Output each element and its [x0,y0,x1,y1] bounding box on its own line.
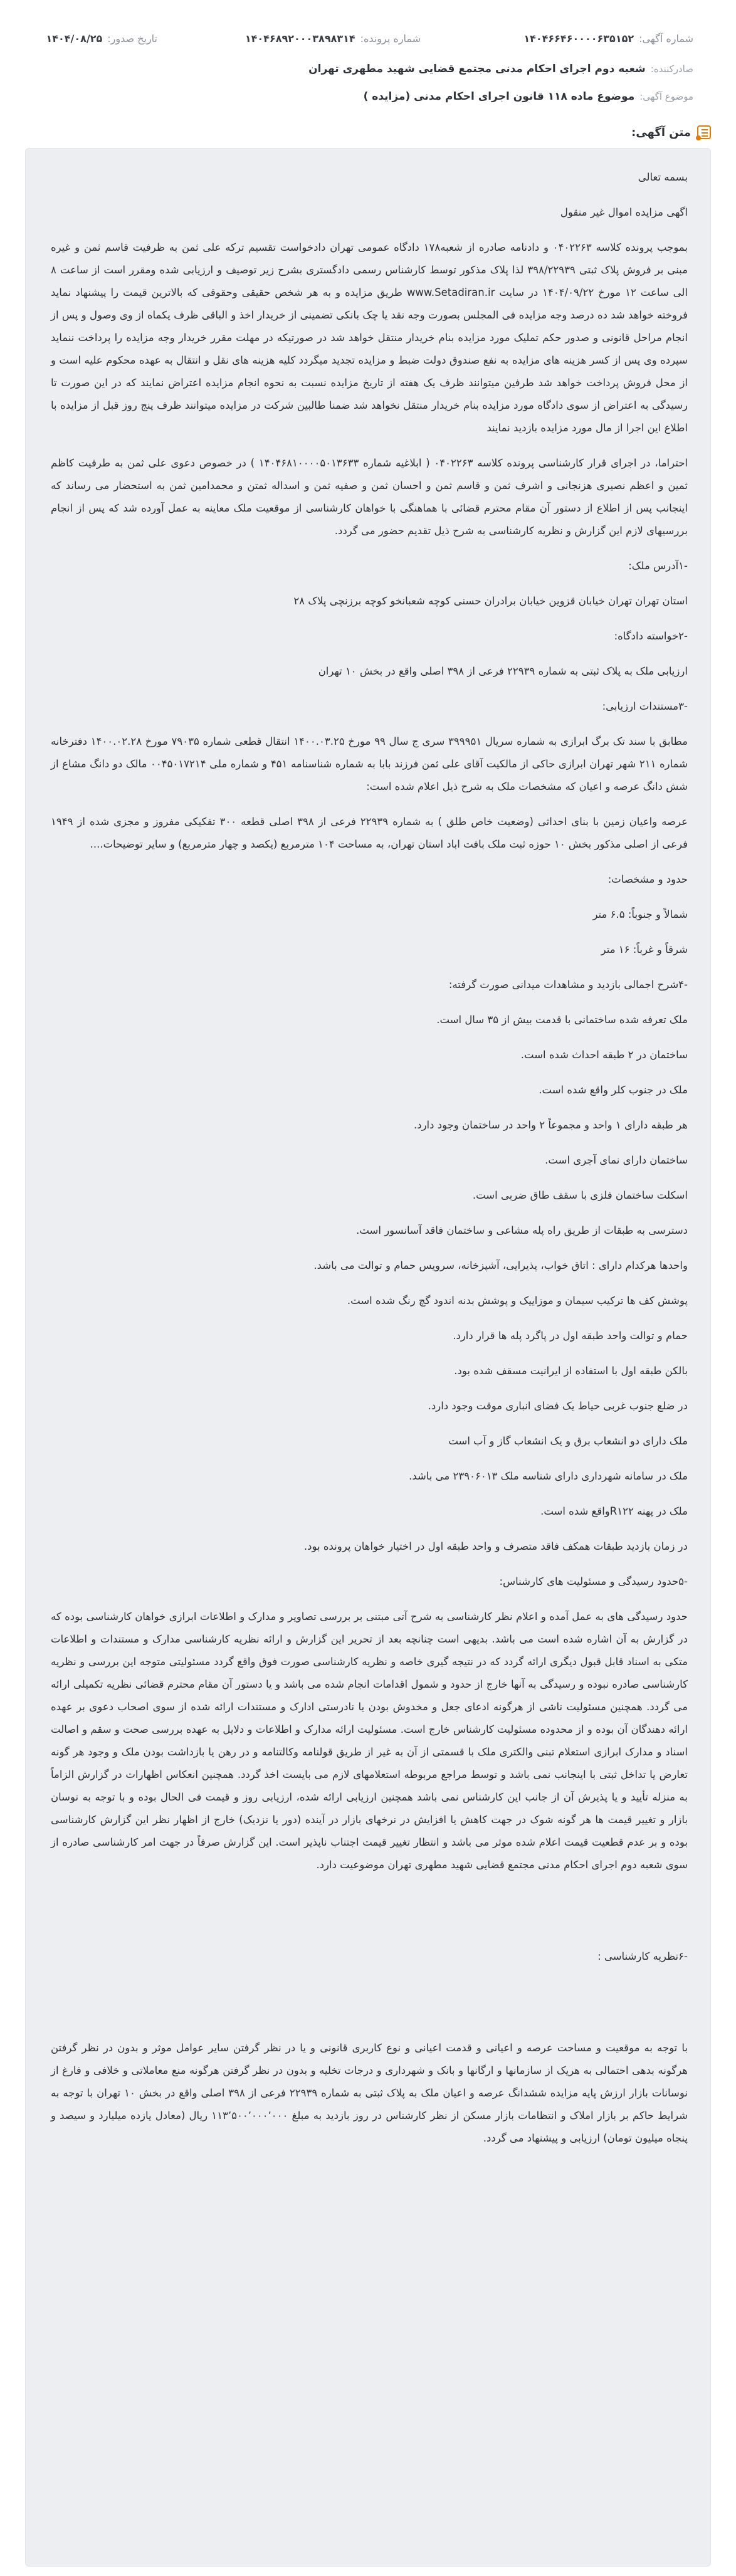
inspection-item: حمام و توالت واحد طبقه اول در پاگرد پله ها قرار دارد. [453,1330,688,1342]
basmala: بسمه تعالی [638,171,688,183]
notice-text-title: متن آگهی: [631,125,691,139]
inspection-item: واحدها هرکدام دارای : اتاق خواب، پذیرایی، آشپزخانه، سرویس حمام و توالت می باشد. [313,1259,688,1271]
court-request: ارزیابی ملک به پلاک ثبتی به شماره ۲۲۹۳۹ فرعی از ۳۹۸ اصلی واقع در بخش ۱۰ تهران [318,665,688,677]
issue-date-value: ۱۴۰۴/۰۸/۲۵ [46,32,103,45]
section-inspection-heading: -۴شرح اجمالی بازدید و مشاهدات میدانی صورت گرفته: [448,979,688,991]
inspection-item: ملک تعرفه شده ساختمانی با قدمت بیش از ۳۵ سال است. [436,1014,688,1026]
subject-value: موضوع ماده ۱۱۸ قانون اجرای احکام مدنی (مزایده ) [363,90,635,103]
section-address-heading: -۱آدرس ملک: [628,560,688,572]
section-scope-heading: -۵حدود رسیدگی و مسئولیت های کارشناس: [499,1575,688,1587]
notice-text-heading [631,123,711,142]
expert-intro-paragraph: احتراما، در اجرای قرار کارشناسی پرونده کلاسه ۰۴۰۲۲۶۳ ( ابلاغیه شماره ۱۴۰۴۶۸۱۰۰۰۰۵۰۱۳۶۳۳ ) در خصوص دعوی علی ثمن به طرفیت کاظم ثمین و اعظم نصیری هزنجانی و اشرف ثمن و قاسم ثمن و احسان ثمن و صفیه ثمن و اسداله ثمتن و محمدامین ثمن به استحضار می رساند که اینجانب پس از اطلاع از دستور آن مقام محترم قضائی با هماهنگی با خواهان کارشناسی از موقعیت ملک معاینه به عمل آورده شد که پس از انجام بررسیهای لازم این گزارش و نظریه کارشناسی به شرح ذیل تقدیم حضور می گردد. [51,457,688,537]
inspection-item: ملک دارای دو انشعاب برق و یک انشعاب گاز و آب است [448,1435,688,1447]
scope-paragraph: حدود رسیدگی های به عمل آمده و اعلام نظر کارشناسی به شرح آتی مبتنی بر بررسی تصاویر و مدارک و اطلاعات ابرازی خواهان کارشناسی بوده که در گزارش به آن اشاره شده است می باشد. بدیهی است چنانچه بعد از تحریر این گزارش و ارائه نظریه کارشناسی مدارک و مستندات و اطلاعات متکی به اسناد قابل قبول دیگری ارائه گردد که در نتیجه گیری خاصه و نظریه کارشناسی صورت فوق واقع گردد مسئولیتی متوجه این بررسی و نظریه کارشناسی صادره نبوده و رسیدگی به آنها خارج از حدود و شمول اقدامات انجام شده می باشد و یا دستور آن مقام محترم قضائی نظریه تکمیلی ارائه می گردد. همچنین مسئولیت ناشی از هرگونه ادعای جعل و مخدوش بودن یا نادرستی ادارک و مستندات ارائه شده از سوی اصحاب دعوی بر عهده ارائه دهندگان آن بوده و از محدوده مسئولیت کارشناس خارج است. مسئولیت ارائه مدارک و اطلاعات و دلایل به عهده بررسی صحت و سقم و اصالت اسناد و مدارک ابرازی استعلام تبنی والکتری ملک با قسمتی از آن به غیر از طریق قولنامه وکالتنامه و در رهن یا بازداشت بودن ملک و وجود هر گونه تعارض یا تداخل ثبتی با اینجانب نمی باشد و توسط مراجع مربوطه استعلامهای لازم می بایست اخذ گردد. همچنین انعکاس اظهارات در گزارش الزاماً به منزله تأیید و یا پذیرش آن از جانب این کارشناس نمی باشد همچنین ارزیابی ارائه شده، ارزیابی روز و قیمت فی الحال بوده و با توجه به نوسان بازار و تغییر قیمت ها هر گونه شوک در جهت کاهش یا افزایش در نرخهای بازار در آینده (دور یا نزدیک) خارج از اظهار نظر این گزارش کارشناسی بوده و بر عدم قطعیت قیمت اعلام شده موثر می باشد و انتظار تغییر قیمت اجتناب ناپذیر است. این گزارش صرفاً در جهت امر کارشناسی صادره از سوی شعبه دوم اجرای احکام مدنی مجتمع قضایی شهید مطهری تهران موضوعیت دارد. [51,1611,688,1871]
inspection-item: ملک در سامانه شهرداری دارای شناسه ملک ۲۳۹۰۶۰۱۳ می باشد. [409,1470,688,1482]
notice-meta-row [43,29,693,48]
boundary-north-south: شمالاً و جنوباً: ۶.۵ متر [592,908,688,920]
issue-date [43,33,157,45]
section-documents-heading: -۳مستندات ارزیابی: [602,700,688,712]
inspection-item: در زمان بازدید طبقات همکف فاقد متصرف و واحد طبقه اول در اختیار خواهان پرونده بود. [303,1540,688,1552]
issuer-label: صادرکننده: [650,63,693,75]
section-opinion-heading: -۶نظریه کارشناسی : [597,1950,688,1962]
inspection-item: دسترسی به طبقات از طریق راه پله مشاعی و ساختمان فاقد آسانسور است. [356,1224,688,1236]
subject-label: موضوع آگهی: [639,91,693,102]
notice-number-label: شماره آگهی: [639,32,693,45]
subject-row [43,88,693,105]
auction-title: اگهی مزایده اموال غیر منقول [560,206,688,218]
deed-paragraph: مطابق با سند تک برگ ابرازی به شماره سریال ۳۹۹۹۵۱ سری ج سال ۹۹ مورخ ۱۴۰۰.۰۳.۲۵ انتقال قطعی شماره ۷۹۰۳۵ مورخ ۱۴۰۰.۰۲.۲۸ دفترخانه شماره ۲۱۱ شهر تهران ابرازی حاکی از مالکیت آقای علی ثمن فرزند بابا به شماره شناسنامه ۴۵۱ و شماره ملی ۰۰۴۵۰۱۷۲۱۴ مالک دو دانگ مشاع از شش دانگ عرصه و اعیان که مشخصات ملک به شرح ذیل اعلام شده است: [51,735,688,792]
notice-body [51,166,688,2150]
notice-number [421,33,693,45]
inspection-item: ساختمان دارای نمای آجری است. [545,1154,688,1166]
issuer-value: شعبه دوم اجرای احکام مدنی مجتمع قضایی شهید مطهری تهران [308,63,646,75]
property-address: استان تهران تهران خیابان قزوین خیابان برادران حسنی کوچه شعبانخو کوچه برزنچی پلاک ۲۸ [293,595,688,607]
notice-content-box [25,148,711,2567]
inspection-item: پوشش کف ها ترکیب سیمان و موزاییک و پوشش بدنه اندود گچ رنگ شده است. [347,1295,688,1306]
inspection-item: بالکن طبقه اول با استفاده از ایرانیت مسقف شده بود. [454,1365,688,1377]
auction-intro-paragraph: بموجب پرونده کلاسه ۰۴۰۲۲۶۳ و دادنامه صادره از شعبه۱۷۸ دادگاه عمومی تهران دادخواست تقسیم ترکه علی ثمن به ظرفیت قاسم ثمن و غیره مبنی بر فروش پلاک ثبتی ۳۹۸/۲۲۹۳۹ لذا پلاک مذکور توسط کارشناس رسمی دادگستری بشرح زیر توصیف و ارزیابی شده ومقرر است از ساعت ۸ الی ساعت ۱۲ مورخ ۱۴۰۴/۰۹/۲۲ در سایت www.Setadiran.ir طریق مزایده و به هر شخص حقیقی وحقوقی که بالاترین قیمت را پیشنهاد نماید فروخته خواهد شد ده درصد وجه مزایده فی المجلس بصورت وجه نقد یا چک بانکی تضمینی از خریدار اخذ و الباقی ظرف یکماه از وی وصول و پس از انجام مراحل قانونی و صدور حکم تملیک مورد مزایده بنام خریدار منتقل خواهد شد در صورتیکه در مهلت مقرر خریدار وجه مزایده را پرداخت ننماید سپرده وی پس از کسر هزینه های مزایده به نفع صندوق دولت ضبط و مزایده تجدید میگردد کلیه هزینه های نقل و انتقال به عهده محکوم علیه است و از محل فروش پرداخت خواهد شد طرفین میتوانند ظرف یک هفته از تاریخ مزایده نسبت به نحوه انجام مزایده اعتراض نمایند که در این صورت تا رسیدگی به اعتراض از سوی دادگاه مورد مزایده بنام خریدار منتقل نخواهد شد ضمنا طالبین شرکت در مزایده میتوانند ظرف پنج روز قبل از مزایده با اطلاع این اجرا از مال مورد مزایده بازدید نمایند [51,241,688,434]
record-number [157,33,421,45]
inspection-item: هر طبقه دارای ۱ واحد و مجموعاً ۲ واحد در ساختمان وجود دارد. [414,1119,688,1131]
document-icon [697,125,711,139]
record-number-value: ۱۴۰۴۶۸۹۲۰۰۰۳۸۹۸۳۱۴ [244,32,355,45]
inspection-item: ملک در پهنه R۱۲۲واقع شده است. [540,1505,688,1517]
section-request-heading: -۲خواسته دادگاه: [614,630,688,642]
inspection-item: در ضلع جنوب غربی حیاط یک فضای انباری موقت وجود دارد. [428,1400,688,1412]
boundary-east-west: شرقاً و غرباً: ۱۶ متر [601,944,688,955]
issue-date-label: تاریخ صدور: [107,32,157,45]
inspection-item: ملک در جنوب کلر واقع شده است. [539,1084,688,1096]
record-number-label: شماره پرونده: [360,32,421,45]
opinion-paragraph: با توجه به موقعیت و مساحت عرصه و اعیانی و قدمت اعیانی و نوع کاربری قانونی و یا در نظر گرفتن سایر عوامل موثر و بدون در نظر گرفتن هرگونه بدهی احتمالی به هریک از سازمانها و ارگانها و بانک و شهرداری و درجات تخلیه و بدون در نظر گرفتن هرگونه منع معاملاتی و خلافی و فارغ از نوسانات بازار ارزش پایه مزایده ششدانگ عرصه و اعیان ملک به پلاک ثبتی به شماره ۲۲۹۳۹ فرعی از ۳۹۸ اصلی واقع در بخش ۱۰ تهران با توجه به شرایط حاکم بر بازار املاک و انتظامات بازار مسکن از نظر کارشناس در روز بازدید به مبلغ ۱۱۳٬۵۰۰٬۰۰۰٬۰۰۰ ریال (معادل یازده میلیارد و سیصد و پنجاه میلیون تومان) ارزیابی و پیشنهاد می گردد. [51,2042,688,2144]
inspection-item: اسکلت ساختمان فلزی با سقف طاق ضربی است. [472,1189,688,1201]
boundaries-heading: حدود و مشخصات: [607,873,688,885]
notice-number-value: ۱۴۰۴۶۶۴۶۰۰۰۰۶۳۵۱۵۲ [523,32,634,45]
property-description: عرصه واعیان زمین با بنای احداثی (وضعیت خاص طلق ) به شماره ۲۲۹۳۹ فرعی از ۳۹۸ اصلی قطعه ۳۰۰ تفکیکی مفروز و مجزی شده از ۱۹۴۹ فرعی از اصلی مذکور بخش ۱۰ حوزه ثبت ملک بافت اباد استان تهران، به مساحت ۱۰۴ مترمربع (یکصد و چهار مترمربع) و سایر توضیحات.... [51,816,688,850]
issuer-row [43,60,693,78]
inspection-item: ساختمان در ۲ طبقه احداث شده است. [520,1049,688,1061]
